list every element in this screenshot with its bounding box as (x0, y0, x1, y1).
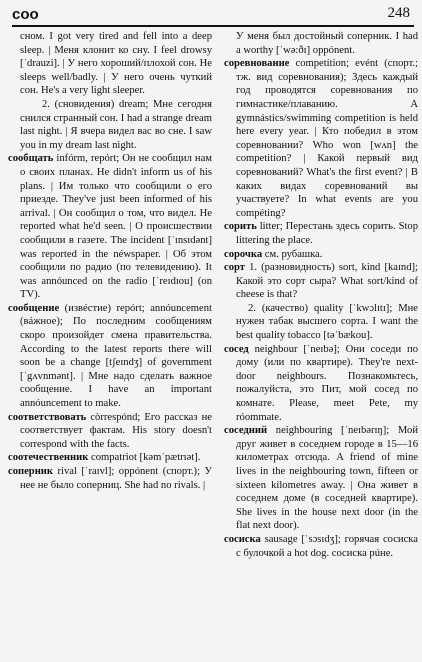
dictionary-entry (8, 465, 212, 492)
entry-text: competítion; evént (спорт.; тж. вид соревнования); Здесь каждый год проводятся соревнования по гимнастике/плаванию. A gymnástics/swimming competition is held here every year. | Кто победил в этом соревновании? Who won [wʌn] the competition? | Какой первый вид соревнований? What's the first event? | В каких видах соревнований вы участвуете? In what events are you compéting? (236, 58, 418, 219)
headword: сосед (224, 343, 249, 355)
entry-continuation (8, 30, 212, 98)
dictionary-entry (8, 411, 212, 452)
entry-text: сном. I got very tired and fell into a deep sleep. | Меня клонит ко сну. I feel drowsy [ˈdrauzi]. | У него хороший/плохой сон. He sleeps well/badly. | У него очень чуткий сон. He's a very light sleeper. (20, 31, 212, 97)
entry-text: (извéстие) repórt; annóuncement (вáжное); По последним сообщениям скоро произойдет смена правительства. According to the latest reports there will soon be a change [tʃeɪndʒ] of government [ˈgʌvnmənt]. | Мне надо сделать важное сообщение. I have an important annóuncement to make. (20, 302, 212, 410)
entry-text: litter; Перестань здесь сорить. Stop littering the place. (236, 221, 418, 246)
entry-text: infórm, repórt; Он не сообщил нам о своих планах. He didn't inform us of his plans. | Им только что сообщили о его приезде. They've just been informed of his arrival. | Он сообщил о том, что видел. He reported what he'd seen. | О происшествии сообщили в газете. The incident [ˈɪnsɪdənt] was reported in the néwspaper. | Об этом сообщили по радио (по телевидению). It was annóunced on the radio [ˈreɪdɪou] (on TV). (20, 153, 212, 301)
header-rule (12, 25, 414, 27)
guide-word: coo (12, 6, 39, 23)
entry-continuation (8, 98, 212, 152)
dictionary-entry (224, 220, 418, 247)
headword: сообщение (8, 302, 60, 314)
entry-text: sausage [ˈsɔsɪdʒ]; горячая сосиска с булочкой a hot dog. сосиска рúне. (236, 533, 418, 559)
entry-text: neighbour [ˈneɪbə]; Они соседи по дому (или по квартире). They're next-door neighbours. Познакомьтесь, пожалуйста, это Пит, мой сосед по комнате. Please, meet Pete, my róommate. (236, 343, 418, 423)
headword: соперник (8, 466, 54, 477)
left-column (8, 30, 212, 660)
dictionary-entry (224, 424, 418, 533)
entry-text: см. рубашка. (262, 248, 323, 260)
entry-text: neighbouring [ˈneɪbərɪŋ]; Мой друг живет в соседнем городе в 15—16 километрах отсюда. A friend of mine lives in the neighbouring town, fifteen or sixteen kilometres away. | Она живет в соседнем доме (в соседней квартире). She lives in the house next door (in the flat next door). (236, 425, 418, 532)
headword: соответствовать (8, 411, 87, 423)
right-column (224, 30, 418, 660)
dictionary-entry (224, 343, 418, 425)
dictionary-entry (224, 57, 418, 220)
headword: сорить (224, 221, 257, 233)
headword: соотечественник (8, 452, 89, 464)
headword: сорочка (224, 248, 263, 260)
entry-text: 1. (разновидность) sort, kind [kaɪnd]; Какой это сорт сыра? What sort/kind of cheese is that? (236, 262, 418, 301)
entry-continuation (224, 30, 418, 57)
dictionary-entry (224, 248, 418, 262)
headword: соревнование (224, 58, 290, 70)
dictionary-entry (8, 152, 212, 302)
dictionary-entry (224, 261, 418, 302)
entry-text: rival [ˈraɪvl]; oppónent (спорт.); У нее не было соперниц. She had no rivals. | (20, 466, 212, 491)
entry-text: 2. (качество) quality [ˈkwɔlɪtɪ]; Мне нужен табак высшего сорта. I want the best quality tobacco [təˈbækou]. (236, 302, 418, 342)
dictionary-entry (224, 533, 418, 560)
headword: сосиска (224, 533, 261, 545)
headword: соседний (224, 425, 268, 437)
dictionary-entry (8, 451, 212, 465)
entry-text: compatriot [kəmˈpætrɪət]. (91, 452, 201, 464)
entry-text: У меня был достойный соперник. I had a worthy [ˈwə:ðɪ] oppónent. (236, 31, 418, 56)
page-header (12, 4, 414, 26)
entry-continuation (224, 302, 418, 343)
page-number: 248 (387, 5, 410, 21)
entry-text: 2. (сновидения) dream; Мне сегодня снился странный сон. I had a strange dream last night. | Я вчера видел вас во сне. I saw you in my dream last night. (20, 98, 212, 151)
headword: сообщать (8, 153, 54, 165)
dictionary-entry (8, 302, 212, 411)
headword: сорт (224, 262, 245, 274)
entry-text: còrrespónd; Его рассказ не соответствует фактам. His story doesn't correspond with the facts. (20, 411, 212, 450)
